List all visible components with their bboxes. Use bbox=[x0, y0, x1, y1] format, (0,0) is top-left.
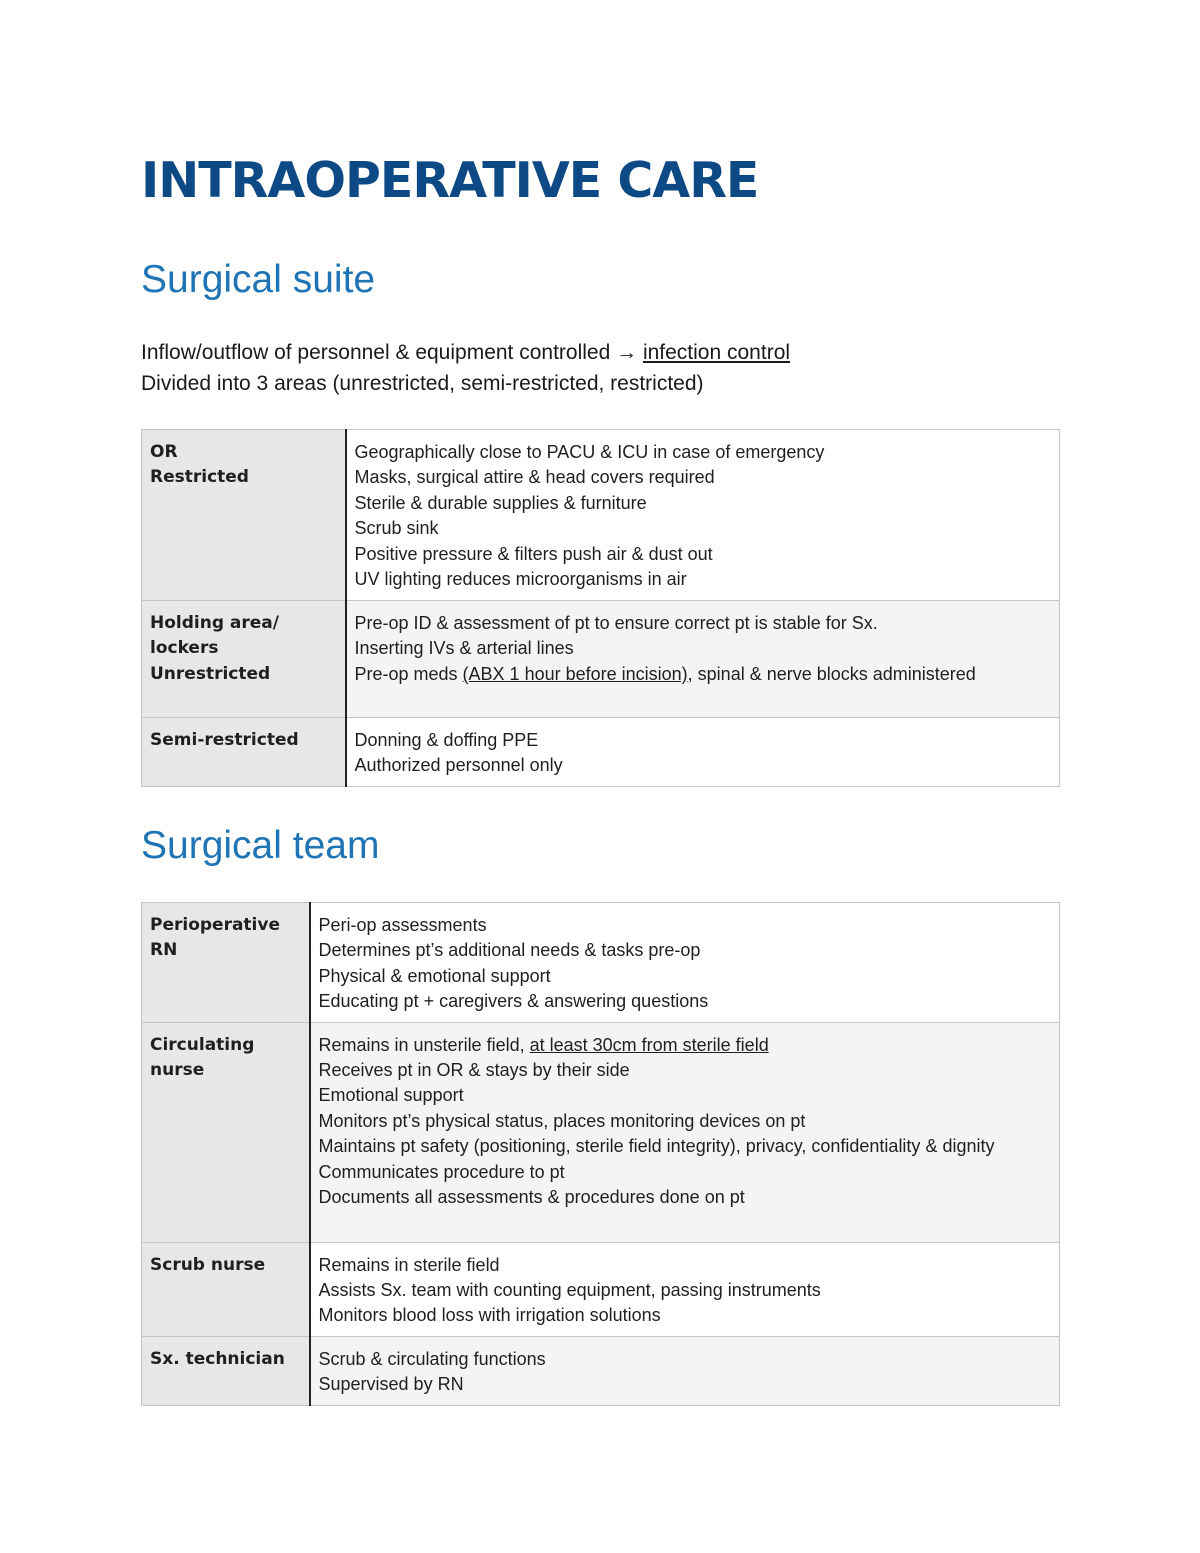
row-label-semi-restricted bbox=[142, 718, 346, 787]
list-item: Pre-op ID & assessment of pt to ensure correct pt is stable for Sx. bbox=[354, 613, 878, 633]
list-item: Authorized personnel only bbox=[354, 755, 563, 776]
list-item: Remains in sterile field bbox=[318, 1254, 500, 1275]
list-item: Monitors pt’s physical status, places monitoring devices on pt bbox=[318, 1110, 806, 1131]
intro-line-1 bbox=[141, 337, 790, 368]
row-content-semi-restricted bbox=[346, 718, 1060, 787]
list-item: Supervised by RN bbox=[318, 1374, 464, 1395]
table-row bbox=[142, 1336, 1060, 1405]
list-item: Determines pt’s additional needs & tasks pre-op bbox=[318, 940, 701, 961]
row-content-holding-area bbox=[346, 601, 1060, 718]
table-row bbox=[142, 718, 1060, 787]
list-item: Donning & doffing PPE bbox=[354, 730, 539, 750]
list-item: Receives pt in OR & stays by their side bbox=[318, 1060, 630, 1081]
meds-suffix: , spinal & nerve blocks administered bbox=[687, 663, 976, 684]
label-line: Sx. technician bbox=[150, 1348, 285, 1369]
list-item: Peri-op assessments bbox=[318, 915, 487, 935]
row-label-or bbox=[142, 430, 346, 601]
list-item-pre-op-meds bbox=[355, 662, 1052, 687]
row-content-perioperative-rn bbox=[310, 903, 1060, 1023]
table-row bbox=[142, 601, 1060, 718]
list-item: Scrub sink bbox=[354, 518, 439, 539]
list-item: Positive pressure & filters push air & dust out bbox=[354, 543, 713, 564]
list-item: Inserting IVs & arterial lines bbox=[354, 638, 574, 659]
list-item: Documents all assessments & procedures done on pt bbox=[318, 1187, 745, 1208]
label-line: lockers bbox=[150, 638, 219, 659]
row-content-circulating-nurse bbox=[310, 1022, 1060, 1242]
unsterile-prefix: Remains in unsterile field, bbox=[318, 1034, 530, 1055]
section-heading-surgical-team: Surgical team bbox=[141, 824, 380, 867]
list-item: Assists Sx. team with counting equipment, passing instruments bbox=[318, 1280, 821, 1301]
section-heading-surgical-suite: Surgical suite bbox=[141, 258, 376, 301]
table-row bbox=[142, 1022, 1060, 1242]
list-item: Emotional support bbox=[318, 1085, 464, 1106]
list-item: UV lighting reduces microorganisms in air bbox=[354, 569, 687, 590]
label-line: Perioperative bbox=[150, 915, 280, 935]
page-title: INTRAOPERATIVE CARE bbox=[141, 152, 759, 209]
table-row bbox=[142, 1242, 1060, 1336]
abx-timing-text: (ABX 1 hour before incision) bbox=[462, 663, 688, 684]
table-row bbox=[142, 430, 1060, 601]
label-line: Restricted bbox=[150, 467, 249, 488]
label-line: Unrestricted bbox=[150, 663, 271, 684]
list-item: Physical & emotional support bbox=[318, 965, 551, 986]
row-label-circulating-nurse bbox=[142, 1022, 310, 1242]
table-row bbox=[142, 903, 1060, 1023]
row-content-sx-technician bbox=[310, 1336, 1060, 1405]
list-item: Scrub & circulating functions bbox=[318, 1348, 546, 1369]
label-line: nurse bbox=[150, 1060, 205, 1081]
infection-control-text: infection control bbox=[642, 341, 791, 364]
label-line: Holding area/ bbox=[150, 613, 279, 633]
list-item: Geographically close to PACU & ICU in case of emergency bbox=[354, 442, 825, 462]
list-item: Sterile & durable supplies & furniture bbox=[354, 492, 647, 513]
label-line: OR bbox=[150, 442, 178, 462]
row-label-holding-area bbox=[142, 601, 346, 718]
list-item: Educating pt + caregivers & answering questions bbox=[318, 991, 709, 1012]
surgical-suite-table bbox=[141, 429, 1060, 787]
label-line: Scrub nurse bbox=[150, 1254, 266, 1275]
suite-intro bbox=[141, 337, 790, 399]
row-label-scrub-nurse bbox=[142, 1242, 310, 1336]
row-content-or bbox=[346, 430, 1060, 601]
distance-text: at least 30cm from sterile field bbox=[529, 1034, 769, 1055]
list-item: Communicates procedure to pt bbox=[318, 1161, 565, 1182]
list-item-unsterile-field bbox=[319, 1033, 1052, 1058]
list-item: Masks, surgical attire & head covers required bbox=[354, 467, 715, 488]
meds-prefix: Pre-op meds bbox=[354, 663, 463, 684]
list-item: Maintains pt safety (positioning, sterile field integrity), privacy, confidentiality & dignity bbox=[318, 1136, 995, 1157]
intro-line-1-text: Inflow/outflow of personnel & equipment controlled → bbox=[141, 341, 643, 364]
label-line: Circulating bbox=[150, 1034, 255, 1055]
label-line: Semi-restricted bbox=[150, 730, 299, 750]
row-label-sx-technician bbox=[142, 1336, 310, 1405]
list-item: Monitors blood loss with irrigation solutions bbox=[318, 1305, 661, 1326]
label-line: RN bbox=[150, 940, 178, 961]
intro-line-2: Divided into 3 areas (unrestricted, semi-restricted, restricted) bbox=[141, 372, 704, 395]
row-content-scrub-nurse bbox=[310, 1242, 1060, 1336]
surgical-team-table bbox=[141, 902, 1060, 1406]
row-label-perioperative-rn bbox=[142, 903, 310, 1023]
